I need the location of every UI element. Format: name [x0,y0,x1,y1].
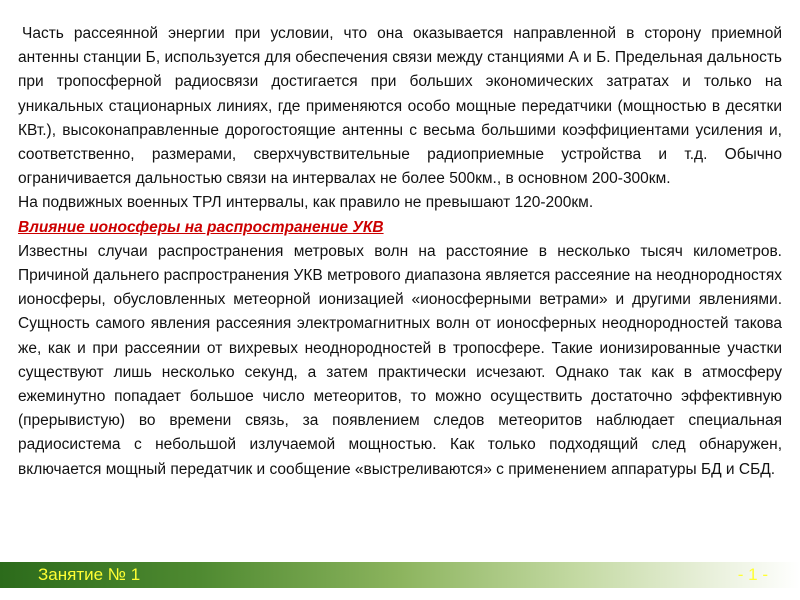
paragraph-mobile-links: На подвижных военных ТРЛ интервалы, как правило не превышают 120-200км. [18,194,594,212]
section-heading: Влияние ионосферы на распространение УКВ [18,218,384,236]
slide-body [18,22,782,482]
footer-page-number: - 1 - [737,565,768,584]
paragraph-ionosphere: Известны случаи распространения метровых волн на расстояние в несколько тысяч километров. Причиной дальнего распространения УКВ метрового диапазона является рассеяние на неоднородностях ионосферы, обусловленных метеорной ионизацией «ионосферными ветрами» и другими явлениями. Сущность самого явления рассеяния электромагнитных волн от ионосферных неоднородностей такова же, как и при рассеянии от вихревых неоднородностей в тропосфере. Такие ионизированные участки существуют лишь несколько секунд, а затем практически исчезают. Однако так как в атмосферу ежеминутно попадает большое число метеоритов, то можно осуществить достаточно эффективную (прерывистую) во времени связь, за появлением следов метеоритов наблюдает специальная радиосистема с небольшой излучаемой мощностью. Как только подходящий след обнаружен, включается мощный передатчик и сообщение «выстреливаются» с применением аппаратуры БД и СБД. [18,242,782,478]
footer-bar [0,562,800,588]
paragraph-troposcatter: Часть рассеянной энергии при условии, что она оказывается направленной в сторону приемной антенны станции Б, используется для обеспечения связи между станциями А и Б. Предельная дальность при тропосферной радиосвязи достигается при больших экономических затратах и только на уникальных стационарных линиях, где применяются особо мощные передатчики (мощностью в десятки КВт.), высоконаправленные дорогостоящие антенны с весьма большими коэффициентами усиления и, соответственно, размерами, сверхчувствительные радиоприемные устройства и т.д. Обычно ограничивается дальностью связи на интервалах не более 500км., в основном 200-300км. [18,25,782,188]
footer-lesson-title: Занятие № 1 [38,565,141,584]
